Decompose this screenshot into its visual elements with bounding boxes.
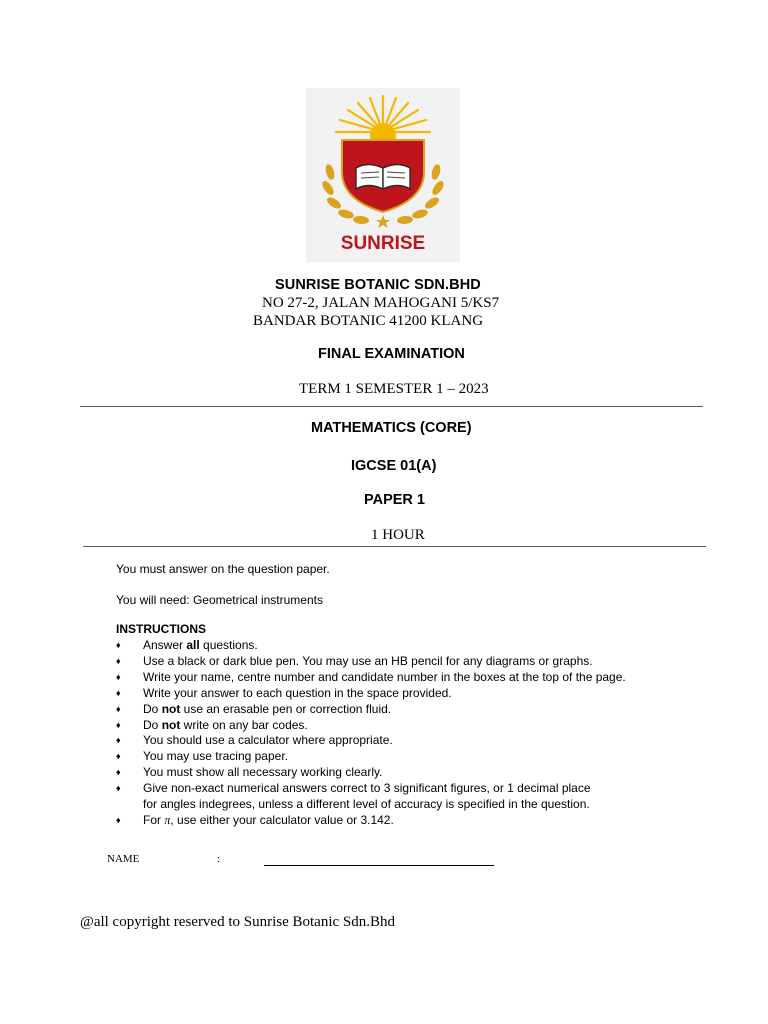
instruction-emphasis: not xyxy=(161,701,181,716)
instruction-text: You may use tracing paper. xyxy=(143,749,288,764)
instruction-item xyxy=(116,749,716,765)
instructions-heading: INSTRUCTIONS xyxy=(116,622,206,636)
address-line-2: BANDAR BOTANIC 41200 KLANG xyxy=(253,313,484,329)
sunrise-emblem-icon xyxy=(306,88,460,262)
name-label: NAME xyxy=(107,853,140,865)
equipment-note: You will need: Geometrical instruments xyxy=(116,593,323,607)
star-icon xyxy=(376,215,390,228)
instruction-text: Give non-exact numerical answers correct to 3 significant figures, or 1 decimal place xyxy=(143,781,591,796)
instruction-emphasis: all xyxy=(186,638,200,652)
instruction-text: Do xyxy=(143,701,162,716)
instruction-text: For xyxy=(143,812,165,827)
divider xyxy=(80,406,703,407)
instruction-text: for angles indegrees, unless a different level of accuracy is specified in the question. xyxy=(143,797,590,812)
instruction-item xyxy=(116,638,716,654)
instruction-text: Write your answer to each question in the space provided. xyxy=(143,685,452,700)
instructions-list xyxy=(116,638,716,829)
term-label: TERM 1 SEMESTER 1 – 2023 xyxy=(299,381,489,397)
instruction-text: Do xyxy=(143,717,162,732)
instruction-item xyxy=(116,781,716,813)
exam-title: FINAL EXAMINATION xyxy=(318,346,465,362)
subject-title: MATHEMATICS (CORE) xyxy=(311,420,472,436)
instruction-item xyxy=(116,733,716,749)
instruction-item xyxy=(116,686,716,702)
bullet-icon: ♦ xyxy=(116,719,121,730)
instruction-item xyxy=(116,654,716,670)
bullet-icon: ♦ xyxy=(116,671,121,682)
duration: 1 HOUR xyxy=(371,527,425,543)
instruction-text: , use either your calculator value or 3.142. xyxy=(170,812,394,827)
bullet-icon: ♦ xyxy=(116,640,121,650)
bullet-icon: ♦ xyxy=(116,767,121,778)
course-code: IGCSE 01(A) xyxy=(351,458,437,474)
instruction-emphasis: not xyxy=(161,717,181,732)
bullet-icon: ♦ xyxy=(116,655,121,666)
instruction-text: Use a black or dark blue pen. You may use an HB pencil for any diagrams or graphs. xyxy=(143,653,593,668)
pi-symbol: π xyxy=(164,812,171,827)
instruction-text: Write your name, centre number and candidate number in the boxes at the top of the page. xyxy=(143,669,626,684)
bullet-icon: ♦ xyxy=(116,814,121,825)
instruction-item xyxy=(116,670,716,686)
instruction-text: use an erasable pen or correction fluid. xyxy=(180,701,392,716)
instruction-item xyxy=(116,813,716,829)
instruction-item xyxy=(116,718,716,734)
bullet-icon: ♦ xyxy=(116,783,121,794)
company-name: SUNRISE BOTANIC SDN.BHD xyxy=(275,277,481,293)
bullet-icon: ♦ xyxy=(116,735,121,746)
bullet-icon: ♦ xyxy=(116,703,121,714)
address-line-1: NO 27-2, JALAN MAHOGANI 5/KS7 xyxy=(262,295,500,311)
logo-wordmark: SUNRISE xyxy=(340,233,426,254)
answer-on-paper-note: You must answer on the question paper. xyxy=(116,562,330,576)
instruction-text: Answer xyxy=(143,638,187,652)
bullet-icon: ♦ xyxy=(116,687,121,698)
instruction-text: questions. xyxy=(199,638,258,652)
instruction-text: You must show all necessary working clearly. xyxy=(143,765,383,780)
instruction-item xyxy=(116,765,716,781)
instruction-text: write on any bar codes. xyxy=(180,717,308,732)
instruction-text: You should use a calculator where appropriate. xyxy=(143,733,393,748)
divider xyxy=(83,546,706,547)
paper-number: PAPER 1 xyxy=(364,492,425,508)
sunrise-logo xyxy=(306,88,460,262)
bullet-icon: ♦ xyxy=(116,751,121,762)
instruction-item xyxy=(116,702,716,718)
name-colon: : xyxy=(217,853,221,865)
name-field-line[interactable] xyxy=(264,865,494,866)
copyright-notice: @all copyright reserved to Sunrise Botanic Sdn.Bhd xyxy=(80,914,396,930)
